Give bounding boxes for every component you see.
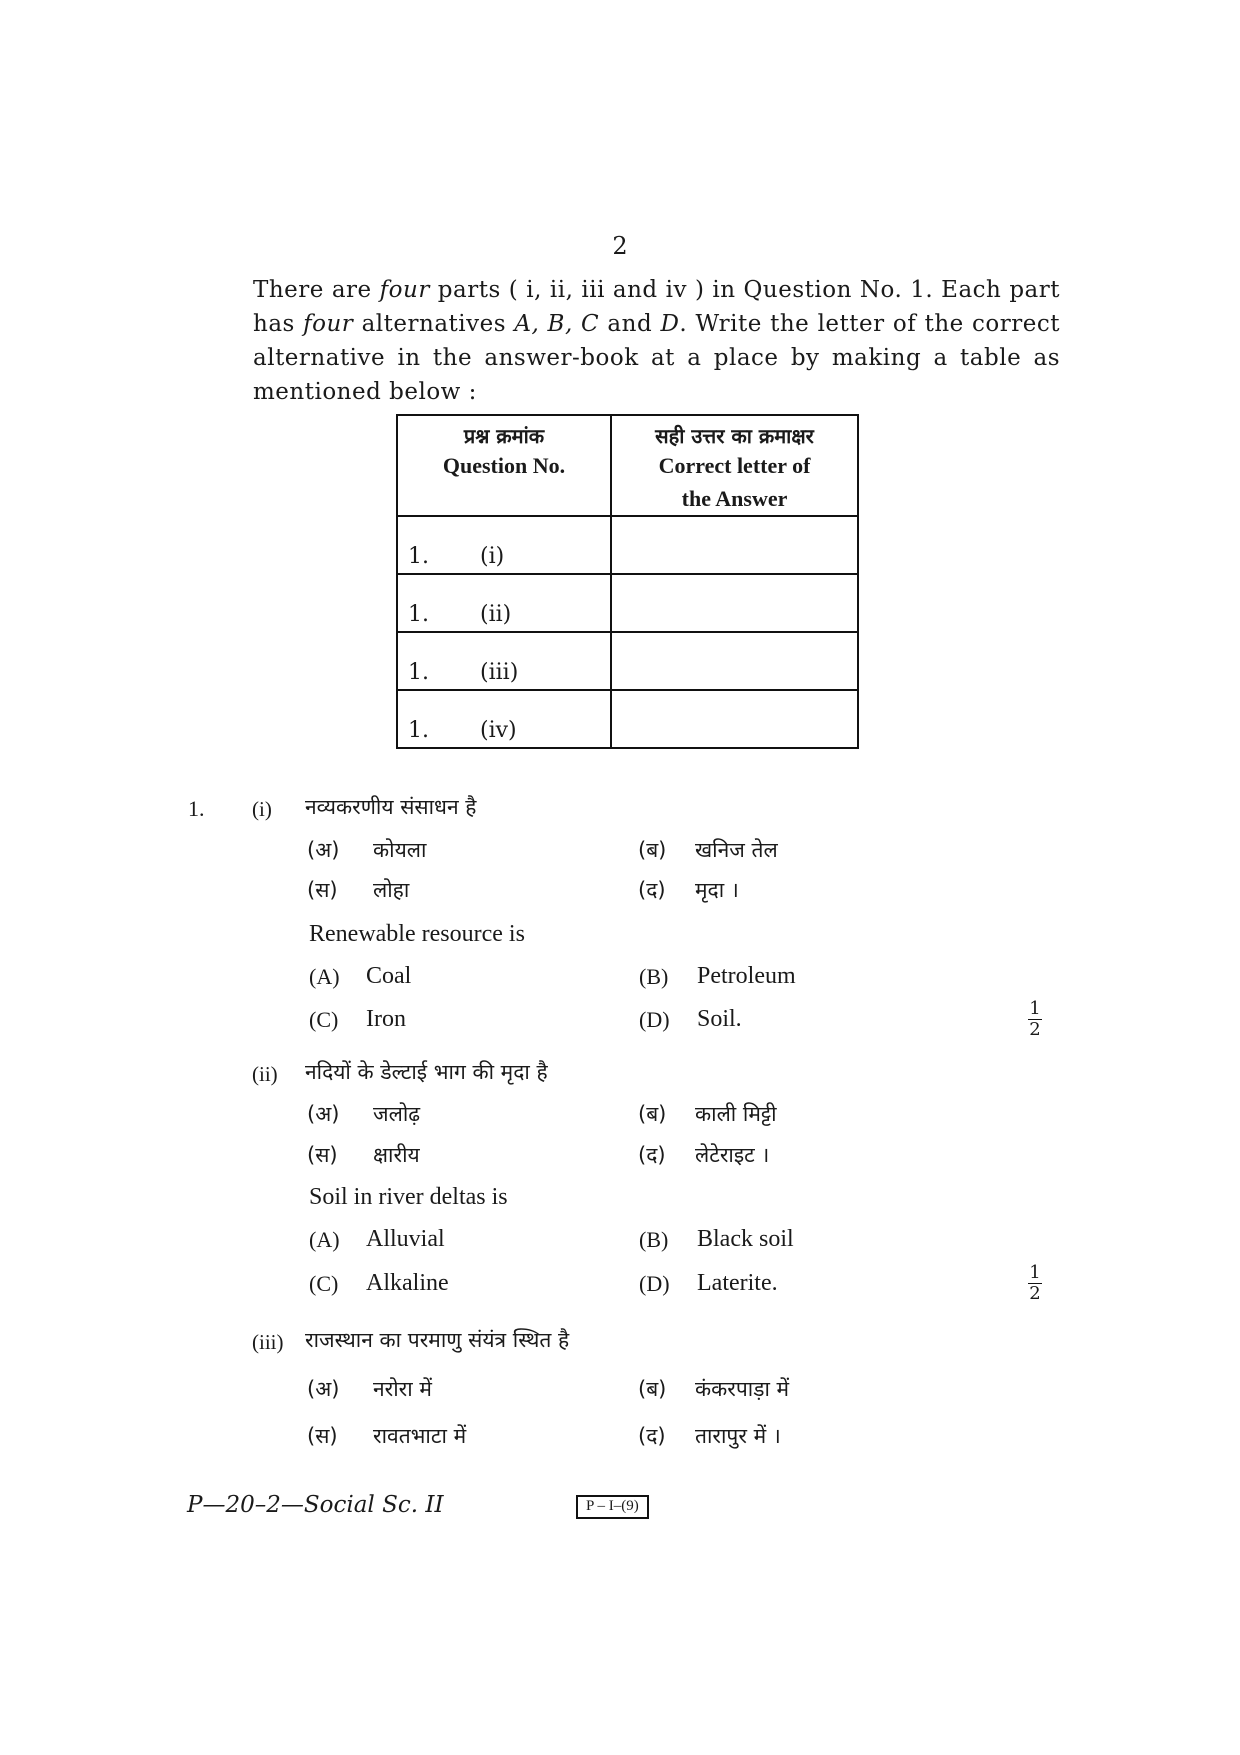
option-text: रावतभाटा में bbox=[373, 1424, 467, 1448]
option-label: (द) bbox=[638, 1424, 666, 1448]
option-label: (स) bbox=[307, 1424, 338, 1448]
option-label: (D) bbox=[639, 1271, 670, 1296]
option-label: (ब) bbox=[638, 838, 667, 862]
answer-table-header bbox=[397, 415, 858, 516]
option-text: मृदा । bbox=[695, 878, 739, 902]
option-text: Laterite. bbox=[697, 1270, 778, 1296]
answer-cell bbox=[611, 574, 858, 632]
question-text-english: Renewable resource is bbox=[309, 921, 525, 947]
part-label: (i) bbox=[252, 797, 272, 821]
question-text-hindi: राजस्थान का परमाणु संयंत्र स्थित है bbox=[305, 1328, 570, 1352]
row-question-part: (i) bbox=[480, 544, 505, 569]
option-text: Alluvial bbox=[366, 1226, 445, 1252]
option-label: (D) bbox=[639, 1007, 670, 1032]
row-question-number: 1. bbox=[408, 660, 429, 685]
question-text-hindi: नव्यकरणीय संसाधन है bbox=[305, 795, 477, 819]
row-question-number: 1. bbox=[408, 602, 429, 627]
option-label: (ब) bbox=[638, 1102, 667, 1126]
row-question-number: 1. bbox=[408, 544, 429, 569]
table-row bbox=[397, 574, 858, 632]
option-label: (B) bbox=[639, 1227, 669, 1252]
answer-letter-header bbox=[611, 415, 858, 516]
option-label: (C) bbox=[309, 1007, 339, 1032]
option-label: (द) bbox=[638, 878, 666, 902]
question-text-hindi: नदियों के डेल्टाई भाग की मृदा है bbox=[305, 1060, 548, 1084]
option-text: काली मिट्टी bbox=[695, 1102, 777, 1126]
question-text-english: Soil in river deltas is bbox=[309, 1184, 508, 1210]
option-text: नरोरा में bbox=[373, 1377, 432, 1401]
question-no-header-english: Question No. bbox=[442, 453, 566, 478]
part-label: (iii) bbox=[252, 1330, 284, 1354]
option-label: (अ) bbox=[307, 1102, 340, 1126]
option-label: (B) bbox=[639, 964, 669, 989]
option-label: (स) bbox=[307, 1143, 338, 1167]
option-text: जलोढ़ bbox=[373, 1102, 421, 1126]
marks-fraction: 1 2 bbox=[1029, 1262, 1041, 1304]
answer-table bbox=[396, 414, 859, 749]
option-label: (द) bbox=[638, 1143, 666, 1167]
question-no-header-hindi: प्रश्न क्रमांक bbox=[463, 424, 545, 448]
answer-cell bbox=[611, 690, 858, 748]
part-label: (ii) bbox=[252, 1062, 278, 1086]
option-text: Coal bbox=[366, 963, 412, 989]
option-text: कोयला bbox=[373, 838, 427, 862]
option-text: तारापुर में । bbox=[695, 1424, 781, 1448]
option-label: (A) bbox=[309, 1227, 340, 1252]
table-row bbox=[397, 516, 858, 574]
option-label: (A) bbox=[309, 964, 340, 989]
instructions: There are four parts ( i, ii, iii and iv ) in Question No. 1. Each part has four alternatives A, B, C and D. Write the letter of the correct alternative in the answer-book at a place by making a table as mentioned below : bbox=[253, 277, 1061, 405]
print-code-box: P – I–(9) bbox=[576, 1495, 649, 1519]
answer-letter-header-english-1: Correct letter of bbox=[658, 453, 811, 478]
question-no-header bbox=[397, 415, 611, 516]
option-text: Iron bbox=[366, 1006, 406, 1032]
table-row bbox=[397, 690, 858, 748]
option-text: Black soil bbox=[697, 1226, 794, 1252]
marks-fraction: 1 2 bbox=[1029, 998, 1041, 1040]
page-number: 2 bbox=[612, 232, 628, 260]
option-text: कंकरपाड़ा में bbox=[695, 1377, 790, 1401]
option-text: क्षारीय bbox=[373, 1143, 420, 1167]
option-label: (ब) bbox=[638, 1377, 667, 1401]
question-number: 1. bbox=[188, 796, 205, 821]
option-text: Alkaline bbox=[366, 1270, 449, 1296]
option-label: (अ) bbox=[307, 838, 340, 862]
option-text: लोहा bbox=[373, 878, 410, 902]
option-label: (स) bbox=[307, 878, 338, 902]
option-text: Petroleum bbox=[697, 963, 796, 989]
answer-letter-header-english-2: the Answer bbox=[681, 486, 788, 511]
row-question-part: (ii) bbox=[480, 602, 512, 627]
option-label: (C) bbox=[309, 1271, 339, 1296]
option-label: (अ) bbox=[307, 1377, 340, 1401]
answer-letter-header-hindi: सही उत्तर का क्रमाक्षर bbox=[655, 424, 814, 448]
option-text: लेटेराइट । bbox=[695, 1143, 770, 1167]
answer-cell bbox=[611, 632, 858, 690]
paper-code: P—20–2—Social Sc. II bbox=[187, 1492, 444, 1518]
option-text: खनिज तेल bbox=[695, 838, 778, 862]
answer-cell bbox=[611, 516, 858, 574]
table-row bbox=[397, 632, 858, 690]
row-question-part: (iii) bbox=[480, 660, 519, 685]
row-question-number: 1. bbox=[408, 718, 429, 743]
option-text: Soil. bbox=[697, 1006, 742, 1032]
row-question-part: (iv) bbox=[480, 718, 517, 743]
